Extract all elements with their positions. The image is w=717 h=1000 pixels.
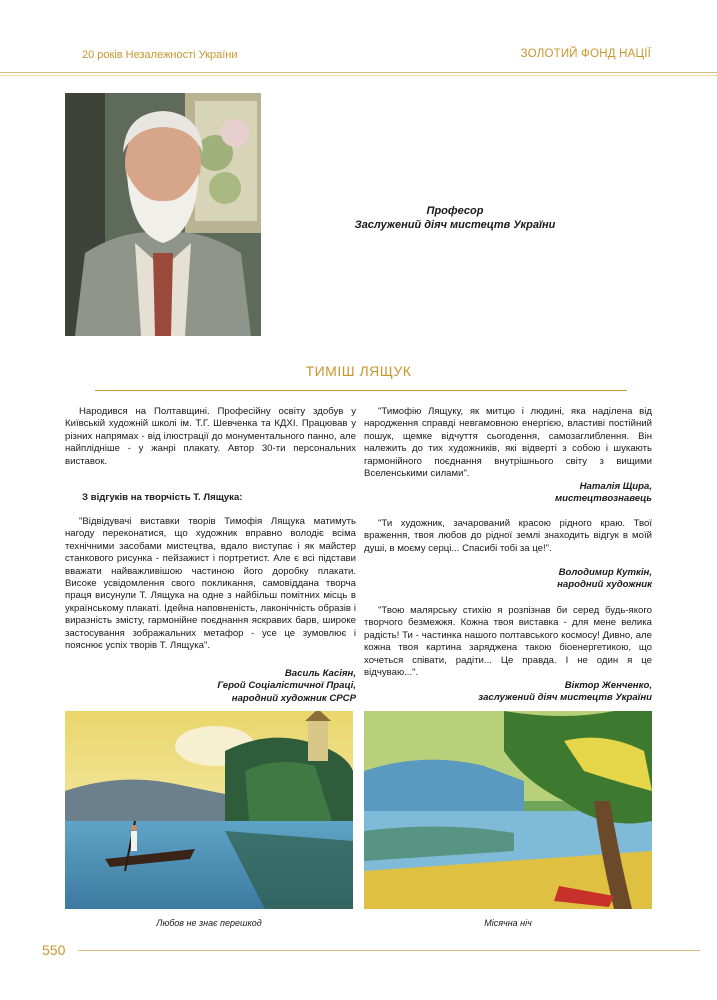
review-role: народний художник СРСР [231,692,356,704]
review-text: "Ти художник, зачарований красою рідного краю. Твої враження, твоя любов до рідної землі знаходить відгук в моїй душі, в моєму серці... Спасибі тобі за це!". [364,518,652,554]
review-shchyra [364,406,652,480]
review-role: мистецтвознавець [555,493,652,505]
name-divider [95,390,627,391]
review-role: народний художник [557,579,652,591]
artist-portrait-photo [65,93,261,336]
header-left-title: 20 років Незалежності України [82,49,238,61]
review-kasiyan-signature [65,668,356,705]
painting-caption: Любов не знає перешкод [156,918,262,928]
review-kutkin [364,518,652,555]
review-author: Володимир Куткін, [558,567,652,578]
review-zhenchenko-signature [364,680,652,705]
review-shchyra-signature [364,481,652,506]
review-zhenchenko [364,605,652,679]
header-divider [0,72,717,73]
reviews-heading: З відгуків на творчість Т. Лящука: [82,492,243,503]
review-role: Герой Соціалістичної Праці, [217,680,356,692]
painting-moonlit-night [364,711,652,909]
review-text: "Твою малярську стихію я розпізнав би серед будь-якого творчого безмежжя. Кожна твоя виставка - для мене велика радість! Ти - частинка нашого полтавського космосу! Дивно, але кожна твоя картина заряджена такою біоенергетикою, що хочеться співати, радіти... Це правда. І не один я це відчуваю...". [364,605,652,679]
painting-caption: Місячна ніч [484,918,532,928]
painting-love-knows-no-barriers [65,711,353,909]
title-professor: Професор [426,205,484,217]
review-author: Наталія Щира, [579,481,652,492]
review-kutkin-signature [364,567,652,592]
artist-titles [300,204,610,232]
review-kasiyan [65,516,356,652]
review-author: Віктор Женченко, [564,680,652,691]
title-honored-artist: Заслужений діяч мистецтв України [354,219,556,231]
page-number: 550 [42,942,66,958]
footer-divider [78,950,700,951]
bio-text: Народився на Полтавщині. Професійну освіту здобув у Київській художній школі ім. Т.Г. Шевченка та КДХІ. Працював у різних напрямах - від ілюстрації до монументального панно, але найплідніше - у жанрі плакату. Автор 30-ти персональних виставок. [65,406,356,467]
review-text: "Тимофію Лящуку, як митцю і людині, яка наділена від народження справді невгамовною енергією, властиві постійний пошук, щемке відчуття сьогодення, самозаглиблення. Він належить до тих художників, які відверті з собою і шукають гармонійного поєднання внутрішнього світу з вищими Вселенськими силами". [364,406,652,480]
header-divider-secondary [0,75,717,76]
review-role: заслужений діяч мистецтв України [478,692,652,704]
review-text: "Відвідувачі виставки творів Тимофія Лящука матимуть нагоду переконатися, що художник вправно володіє всіма технічними засобами мистецтва, вдало виступає і як майстер станкового рисунка - пейзажист і портретист. Але є всі підстави вважати найважливішою частиною його доробку плакати. Високе усвідомлення свого покликання, самовіддана творча праця висунули Т. Лящука на одне з найбільш помітних місць в українському плакаті. Ідейна наповненість, лаконічність образів і виразність змісту, гармонійне поєднання яскравих барв, широке застосування зображальних метафор - усе це зумовлює і пояснює успіх творів Т. Лящука". [65,516,356,652]
review-author: Василь Касіян, [284,668,356,679]
bio-paragraph [65,406,356,468]
artist-name-heading: ТИМІШ ЛЯЩУК [305,363,412,379]
header-right-title: ЗОЛОТИЙ ФОНД НАЦІЇ [520,48,651,60]
